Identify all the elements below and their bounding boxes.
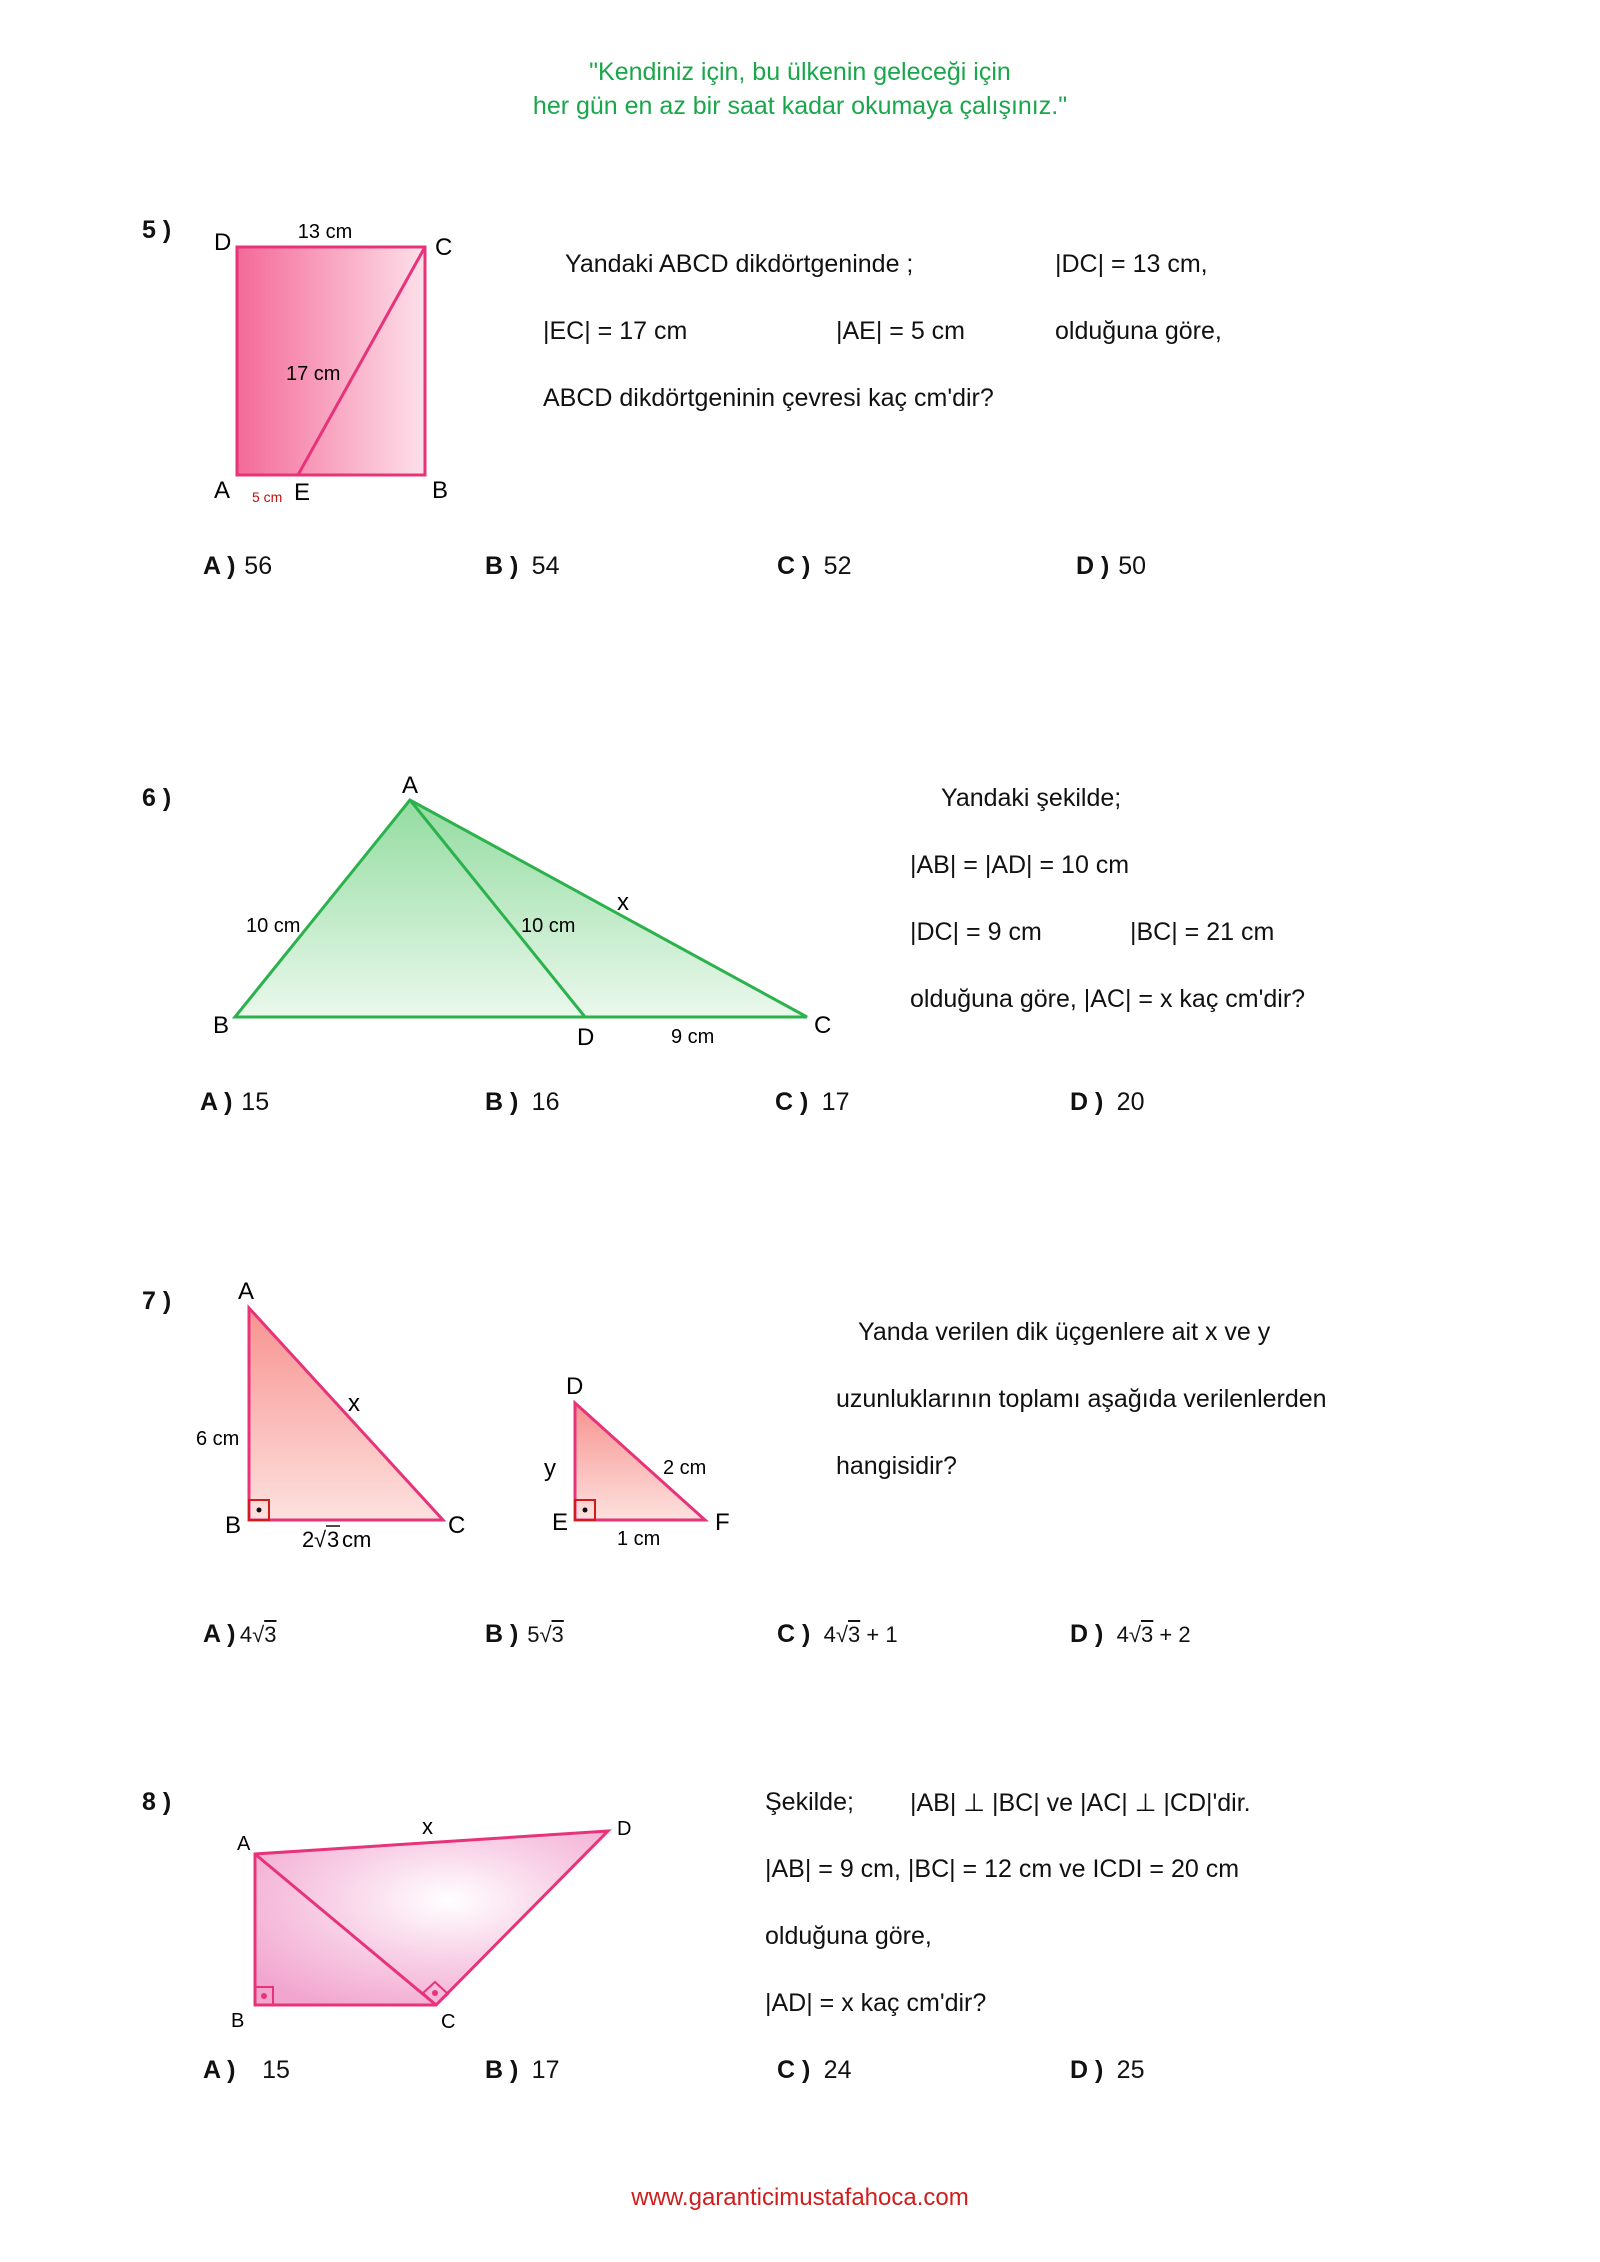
q5-option-c[interactable] xyxy=(777,552,851,581)
q7-label-df: 2 cm xyxy=(663,1457,707,1479)
q8-option-b[interactable] xyxy=(485,2056,559,2085)
q7-label-x: x xyxy=(348,1390,360,1417)
q7-label-c: C xyxy=(448,1512,466,1539)
q5-option-a-label: A ) xyxy=(203,552,236,580)
q7-label-ab: 6 cm xyxy=(196,1428,240,1450)
q8-option-c-value: 24 xyxy=(823,2056,852,2084)
q8-text-line2: |AB| = 9 cm, |BC| = 12 cm ve ICDI = 20 cm xyxy=(765,1855,1240,1883)
q7-text-line1: Yanda verilen dik üçgenlere ait x ve y xyxy=(858,1318,1271,1346)
q5-label-d: D xyxy=(214,229,232,256)
q7-triangle-abc-figure xyxy=(190,1275,480,1555)
q7-label-bc-radical: √ xyxy=(314,1527,327,1552)
q7-label-d: D xyxy=(566,1373,584,1400)
q7-option-c-coef: 4 xyxy=(823,1622,836,1647)
q7-label-b: B xyxy=(225,1512,242,1539)
q8-option-a-value: 15 xyxy=(262,2056,290,2084)
q8-right-angle-c-dot xyxy=(432,1990,438,1996)
q5-label-top: 13 cm xyxy=(297,221,353,243)
q5-option-b-value: 54 xyxy=(531,552,560,580)
q7-option-d-rad: 3 xyxy=(1141,1622,1154,1647)
q7-right-angle-b-dot xyxy=(257,1508,262,1513)
q7-option-d[interactable] xyxy=(1070,1620,1191,1649)
q6-option-d-value: 20 xyxy=(1116,1088,1145,1116)
q7-option-b-coef: 5 xyxy=(527,1622,540,1647)
q8-option-d-label: D ) xyxy=(1070,2056,1104,2084)
q7-label-ef: 1 cm xyxy=(617,1528,661,1550)
q5-option-b[interactable] xyxy=(485,552,559,581)
q6-text-line2: |AB| = |AD| = 10 cm xyxy=(910,851,1130,879)
q6-text-line3a: |DC| = 9 cm xyxy=(910,918,1042,946)
q7-label-bc-coef: 2 xyxy=(302,1527,315,1552)
q5-option-a-value: 56 xyxy=(244,552,273,580)
q8-option-c[interactable] xyxy=(777,2056,851,2085)
q7-option-c-rad: 3 xyxy=(848,1622,861,1647)
q8-text-line1b: |AB| ⊥ |BC| ve |AC| ⊥ |CD|'dir. xyxy=(910,1789,1251,1817)
q8-quadrilateral-figure xyxy=(225,1800,645,2040)
q7-option-c-value: 4√3 + 1 xyxy=(823,1622,898,1647)
q7-option-b[interactable] xyxy=(485,1620,564,1649)
question-number-8: 8 ) xyxy=(142,1788,172,1816)
q7-option-a[interactable] xyxy=(203,1620,276,1649)
q6-option-a-value: 15 xyxy=(241,1088,270,1116)
q5-label-diag: 17 cm xyxy=(286,363,341,385)
q6-label-b: B xyxy=(213,1012,230,1039)
q5-option-a[interactable] xyxy=(203,552,272,581)
q6-label-c: C xyxy=(814,1012,832,1039)
q7-option-d-coef: 4 xyxy=(1116,1622,1129,1647)
q7-triangle-def-figure xyxy=(535,1370,745,1550)
q5-label-c: C xyxy=(435,234,453,261)
q8-label-x: x xyxy=(422,1814,433,1839)
q8-option-d[interactable] xyxy=(1070,2056,1144,2085)
q5-label-e: E xyxy=(294,479,311,506)
q5-option-b-label: B ) xyxy=(485,552,519,580)
footer-url[interactable]: www.garanticimustafahoca.com xyxy=(631,2184,969,2211)
q6-triangle-figure xyxy=(200,760,860,1060)
q5-text-line3: ABCD dikdörtgeninin çevresi kaç cm'dir? xyxy=(543,384,994,412)
q6-option-c-label: C ) xyxy=(775,1088,809,1116)
q5-option-d-label: D ) xyxy=(1076,552,1110,580)
q8-text-line4: |AD| = x kaç cm'dir? xyxy=(765,1989,987,2017)
q6-label-dc: 9 cm xyxy=(671,1026,715,1048)
quote-line-1: "Kendiniz için, bu ülkenin geleceği için xyxy=(589,58,1011,86)
q5-rect-shape xyxy=(237,247,425,475)
q6-label-ad: 10 cm xyxy=(521,915,576,937)
q5-label-ae: 5 cm xyxy=(252,489,283,505)
q7-option-a-label: A ) xyxy=(203,1620,236,1648)
q5-text-line2c: olduğuna göre, xyxy=(1055,317,1222,345)
q7-option-b-value: 5√3 xyxy=(527,1622,564,1647)
q8-option-a-label: A ) xyxy=(203,2056,236,2084)
q5-option-d-value: 50 xyxy=(1118,552,1147,580)
q8-text-line3: olduğuna göre, xyxy=(765,1922,932,1950)
q7-right-angle-e-dot xyxy=(583,1508,588,1513)
q6-option-a-label: A ) xyxy=(200,1088,233,1116)
q7-option-a-coef: 4 xyxy=(239,1622,253,1647)
q6-label-d: D xyxy=(577,1024,595,1051)
q7-triangle-abc-shape xyxy=(249,1308,443,1520)
q7-option-b-label: B ) xyxy=(485,1620,519,1648)
q6-option-d-label: D ) xyxy=(1070,1088,1104,1116)
q7-label-f: F xyxy=(715,1509,730,1536)
q6-triangle-shape xyxy=(235,800,807,1017)
question-number-6: 6 ) xyxy=(142,784,172,812)
q7-option-b-rad: 3 xyxy=(551,1622,564,1647)
q8-option-b-value: 17 xyxy=(531,2056,560,2084)
q7-option-a-value: 4√3 xyxy=(239,1622,277,1647)
q7-option-a-rad: 3 xyxy=(264,1622,277,1647)
q6-option-b[interactable] xyxy=(485,1088,559,1117)
q8-option-b-label: B ) xyxy=(485,2056,519,2084)
q7-label-bc-unit: cm xyxy=(342,1527,372,1552)
q6-text-line4: olduğuna göre, |AC| = x kaç cm'dir? xyxy=(910,985,1306,1013)
q5-text-line2b: |AE| = 5 cm xyxy=(836,317,966,345)
q6-label-a: A xyxy=(402,772,419,799)
q8-label-c: C xyxy=(441,2011,456,2033)
q7-option-c-label: C ) xyxy=(777,1620,811,1648)
question-number-5: 5 ) xyxy=(142,216,172,244)
q7-label-e: E xyxy=(552,1509,569,1536)
q8-option-a[interactable] xyxy=(203,2056,290,2085)
q6-text-line3b: |BC| = 21 cm xyxy=(1130,918,1275,946)
q5-option-c-value: 52 xyxy=(823,552,852,580)
quote-line-2: her gün en az bir saat kadar okumaya çalışınız." xyxy=(532,92,1068,120)
q7-option-d-label: D ) xyxy=(1070,1620,1104,1648)
q6-option-b-label: B ) xyxy=(485,1088,519,1116)
q5-text-line1: Yandaki ABCD dikdörtgeninde ; xyxy=(565,250,914,278)
q8-text-line1a: Şekilde; xyxy=(765,1788,854,1816)
q5-label-b: B xyxy=(432,477,449,504)
q6-option-d[interactable] xyxy=(1070,1088,1144,1117)
q7-text-line3: hangisidir? xyxy=(836,1452,957,1480)
q6-option-c-value: 17 xyxy=(821,1088,850,1116)
q6-label-x: x xyxy=(617,889,629,916)
q5-option-c-label: C ) xyxy=(777,552,811,580)
q7-option-c-tail: + 1 xyxy=(866,1622,898,1647)
q8-right-angle-b-dot xyxy=(261,1993,267,1999)
q5-label-a: A xyxy=(214,477,231,504)
q6-option-a[interactable] xyxy=(200,1088,269,1117)
q5-option-d[interactable] xyxy=(1076,552,1146,581)
q8-label-d: D xyxy=(617,1818,632,1840)
q7-label-bc-rad: 3 xyxy=(327,1527,340,1552)
q8-quad-shape xyxy=(255,1831,608,2005)
q6-option-c[interactable] xyxy=(775,1088,849,1117)
q6-label-ab: 10 cm xyxy=(246,915,301,937)
q8-label-b: B xyxy=(231,2010,245,2032)
q6-text-line1: Yandaki şekilde; xyxy=(941,784,1122,812)
q7-option-c[interactable] xyxy=(777,1620,898,1649)
q8-option-d-value: 25 xyxy=(1116,2056,1145,2084)
q8-option-c-label: C ) xyxy=(777,2056,811,2084)
q7-label-a: A xyxy=(238,1278,255,1305)
question-number-7: 7 ) xyxy=(142,1287,172,1315)
q7-option-d-value: 4√3 + 2 xyxy=(1116,1622,1191,1647)
q5-text-line1b: |DC| = 13 cm, xyxy=(1055,250,1208,278)
q7-option-d-tail: + 2 xyxy=(1159,1622,1191,1647)
q7-label-y: y xyxy=(544,1455,556,1482)
q7-text-line2: uzunluklarının toplamı aşağıda verilenlerden xyxy=(836,1385,1327,1413)
q8-label-a: A xyxy=(237,1833,251,1855)
q6-option-b-value: 16 xyxy=(531,1088,560,1116)
q5-text-line2a: |EC| = 17 cm xyxy=(543,317,688,345)
q5-rectangle-figure xyxy=(200,215,460,515)
